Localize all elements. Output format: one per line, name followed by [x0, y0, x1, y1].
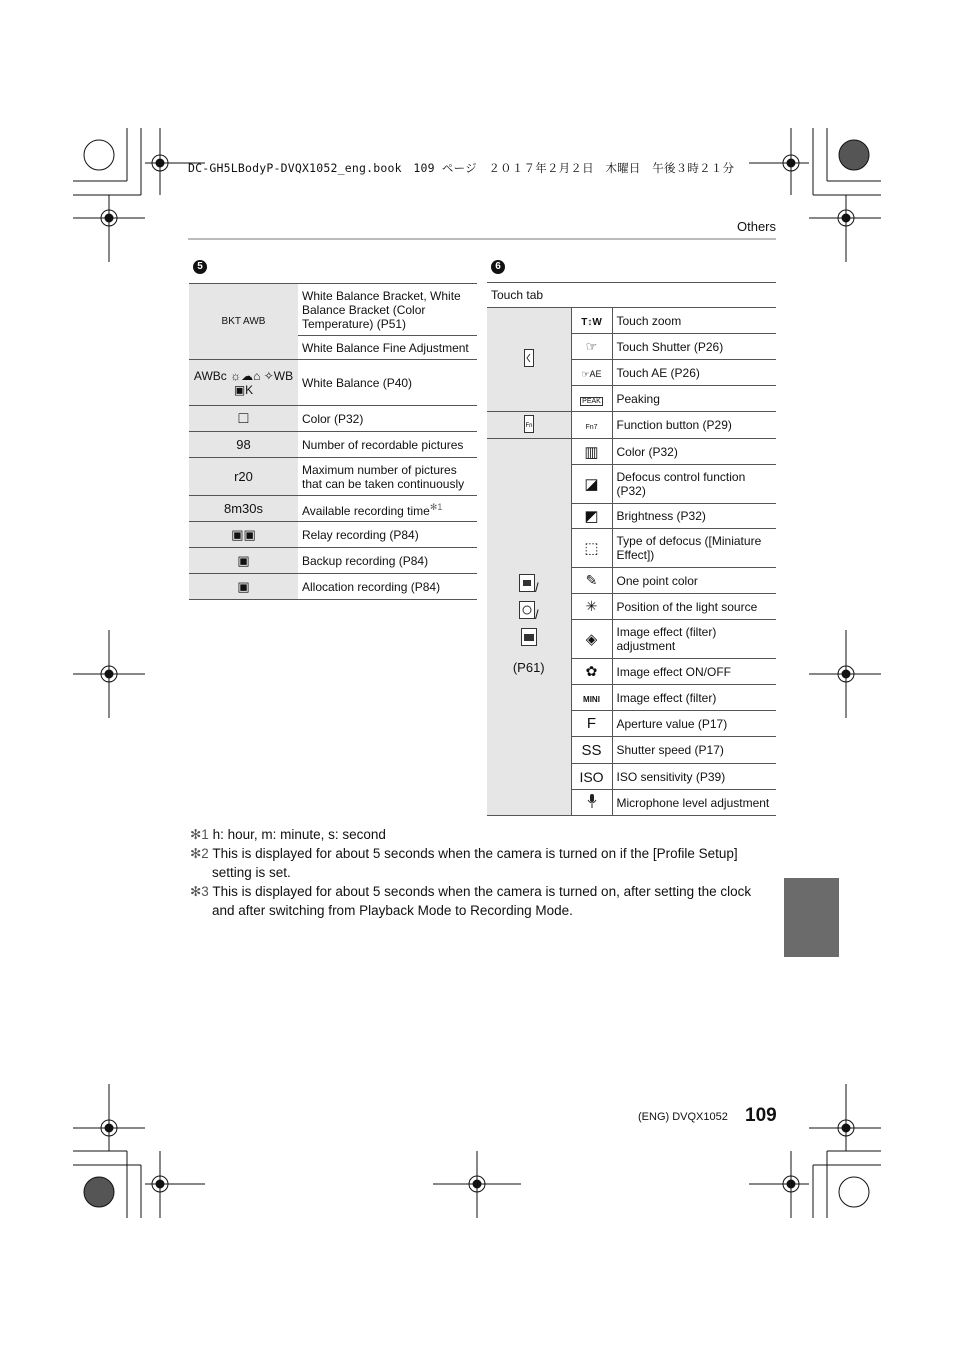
list-item: Defocus control function (P32) — [612, 465, 776, 504]
page-number: 109 — [745, 1105, 777, 1126]
allocation-recording-icon: ▣ — [189, 574, 298, 600]
recordable-count: 98 — [189, 432, 298, 458]
list-item: Color (P32) — [298, 406, 477, 432]
burst-count: r20 — [189, 458, 298, 496]
list-item: Color (P32) — [612, 439, 776, 465]
fn-tab-icon — [487, 412, 571, 439]
list-item: Available recording time$^{✻1}$ — [298, 496, 477, 522]
white-balance-icons: AWBc ☼☁⌂ ✧WB ▣K — [189, 360, 298, 406]
recording-time: 8m30s — [189, 496, 298, 522]
touch-zoom-icon: T↕W — [571, 308, 612, 334]
list-item: Function button (P29) — [612, 412, 776, 439]
relay-recording-icon: ▣▣ — [189, 522, 298, 548]
footnote-3: ✻3 This is displayed for about 5 seconds when the camera is turned on, after setting the clock and after switching from Playback Mode to Recording Mode. — [190, 884, 752, 918]
shutter-speed-icon: SS — [571, 737, 612, 764]
page-ref: (P61) — [512, 659, 545, 675]
footnote-1: ✻1 h: hour, m: minute, s: second — [190, 827, 386, 842]
list-item: Touch AE (P26) — [612, 360, 776, 386]
list-item: Aperture value (P17) — [612, 711, 776, 737]
footnotes — [190, 825, 751, 920]
list-item: White Balance Fine Adjustment — [298, 336, 477, 360]
creative-mode-icons: / / (P61) — [487, 439, 571, 816]
file-info-line: DC-GH5LBodyP-DVQX1052_eng.book 109 ページ ２０１７年２月２日 木曜日 午後３時２１分 — [188, 161, 735, 175]
brightness-icon: ◩ — [571, 504, 612, 529]
backup-recording-icon: ▣ — [189, 548, 298, 574]
iso-icon: ISO — [571, 764, 612, 790]
touch-tab-label: Touch tab — [487, 283, 776, 308]
aperture-icon: F — [571, 711, 612, 737]
color-icon: □ — [189, 406, 298, 432]
footnote-2: ✻2 This is displayed for about 5 seconds when the camera is turned on if the [Profile Setup] setting is set. — [190, 846, 738, 880]
list-item: Backup recording (P84) — [298, 548, 477, 574]
footnote-ref: ✻1 — [429, 501, 443, 512]
effect-mode-icon — [519, 601, 535, 619]
peaking-icon: PEAK — [571, 386, 612, 412]
list-item: Shutter speed (P17) — [612, 737, 776, 764]
list-item: Number of recordable pictures — [298, 432, 477, 458]
list-item: Maximum number of pictures that can be taken continuously — [298, 458, 477, 496]
image-effect-onoff-icon: ✿ — [571, 659, 612, 685]
list-item: Microphone level adjustment — [612, 790, 776, 816]
list-item: One point color — [612, 568, 776, 594]
list-item: Relay recording (P84) — [298, 522, 477, 548]
list-item: Touch zoom — [612, 308, 776, 334]
svg-text:Fn: Fn — [525, 422, 533, 429]
wb-bracket-icon: BKT AWB — [189, 284, 298, 360]
defocus-type-icon: ⬚ — [571, 529, 612, 568]
color-icon: ▥ — [571, 439, 612, 465]
chapter-tab — [784, 878, 839, 957]
camera-mode-icon — [519, 574, 535, 592]
touch-ae-icon: ☞AE — [571, 360, 612, 386]
image-effect-filter-icon: MINI — [571, 685, 612, 711]
list-item: ISO sensitivity (P39) — [612, 764, 776, 790]
document-code: (ENG) DVQX1052 — [638, 1111, 728, 1123]
defocus-icon: ◪ — [571, 465, 612, 504]
list-item: Touch Shutter (P26) — [612, 334, 776, 360]
image-effect-adjust-icon: ◈ — [571, 620, 612, 659]
list-item: Image effect (filter) — [612, 685, 776, 711]
microphone-icon — [571, 790, 612, 816]
section-5-table — [189, 283, 477, 600]
section-title: Others — [737, 219, 777, 234]
list-item: Peaking — [612, 386, 776, 412]
list-item: Image effect ON/OFF — [612, 659, 776, 685]
list-item: Image effect (filter) adjustment — [612, 620, 776, 659]
section-6-table — [487, 282, 776, 816]
touch-shutter-icon: ☞ — [571, 334, 612, 360]
video-mode-icon — [521, 628, 537, 646]
header-rule — [188, 238, 776, 240]
section-5-marker: 5 — [193, 260, 207, 274]
one-point-color-icon: ✎ — [571, 568, 612, 594]
list-item: White Balance Bracket, White Balance Bracket (Color Temperature) (P51) — [298, 284, 477, 336]
touch-tab-arrow-icon — [487, 308, 571, 412]
section-6-marker: 6 — [491, 260, 505, 274]
list-item: Position of the light source — [612, 594, 776, 620]
light-source-icon: ✳ — [571, 594, 612, 620]
list-item: White Balance (P40) — [298, 360, 477, 406]
list-item: Type of defocus ([Miniature Effect]) — [612, 529, 776, 568]
list-item: Brightness (P32) — [612, 504, 776, 529]
list-item: Allocation recording (P84) — [298, 574, 477, 600]
function-button-icon: Fn7 — [571, 412, 612, 439]
